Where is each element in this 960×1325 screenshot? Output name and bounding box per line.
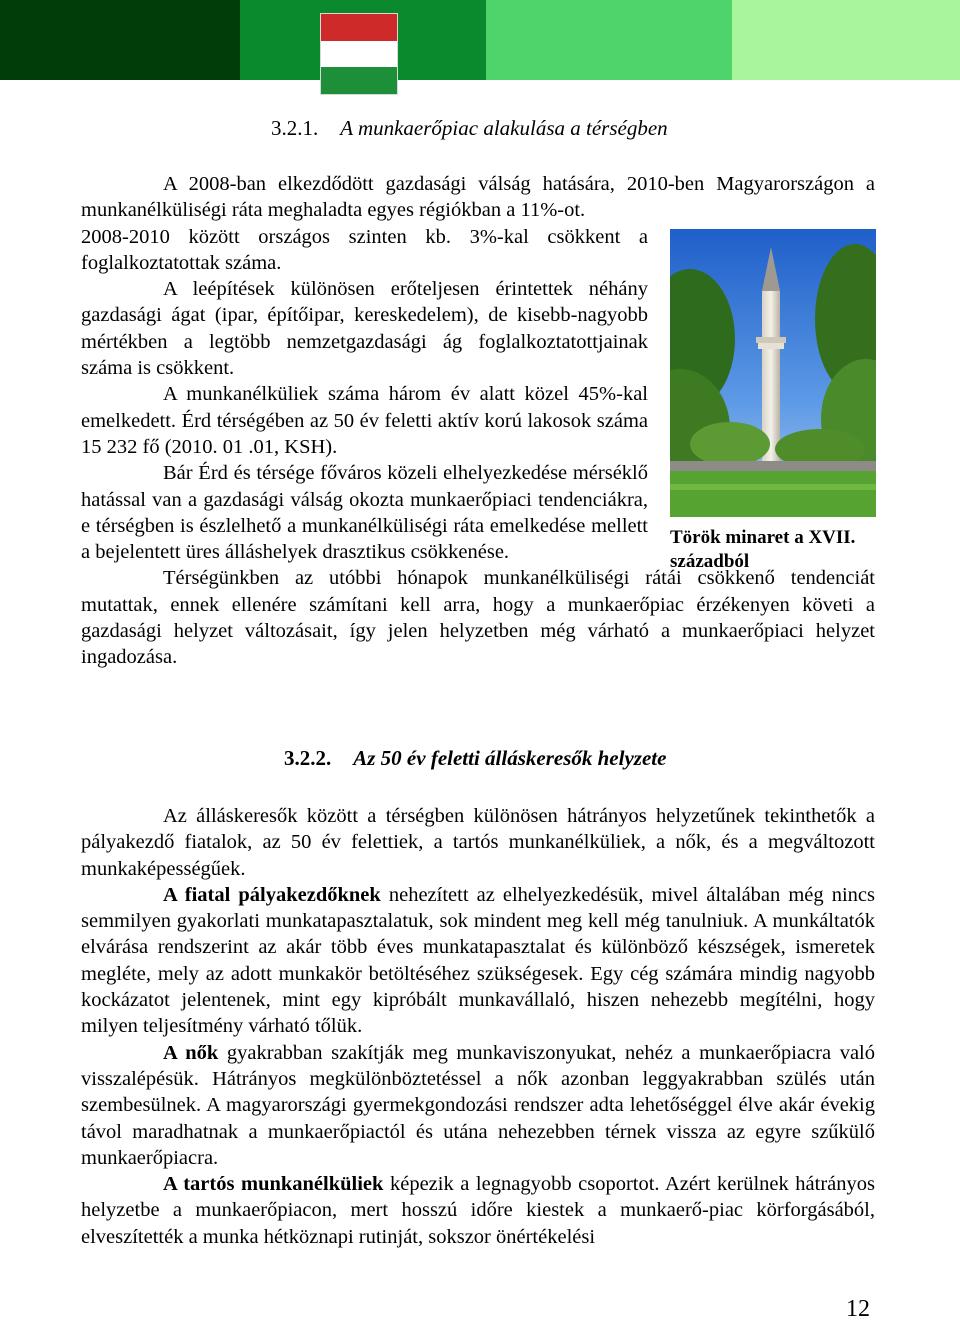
band-segment-dark-green (0, 0, 240, 80)
paragraph-lead: A 2008-ban elkezdődött gazdasági válság hatására, 2010-ben Magyarországon a munkanélküliségi ráta meghaladta egyes régiókban a 11%-ot. (81, 173, 875, 222)
band-segment-green (240, 0, 486, 80)
narrow-column (81, 224, 648, 566)
paragraph-text: képezik a legnagyobb csoportot. Azért kerülnek hátrányos helyzetbe a munkaerőpiacon, mert hosszú időre kiestek a munkaerő-piac körforgásából, elveszítették a munka hétköznapi rutinját, sokszor önértékelési (81, 1173, 876, 1248)
header-color-band (0, 0, 960, 80)
hungarian-flag-icon (321, 14, 397, 94)
section-heading-3-2-2 (284, 746, 666, 771)
section-title: Az 50 év feletti álláskeresők helyzete (353, 746, 667, 770)
section-title: A munkaerőpiac alakulása a térségben (340, 116, 668, 140)
paragraph (81, 882, 875, 1040)
paragraph: Bár Érd és térsége főváros közeli elhelyezkedése mérséklő hatással van a gazdasági válság okozta munkaerőpiaci tendenciákra, e térségben is észlelhető a munkanélküliségi ráta emelkedése mellett a bejelentett üres álláshelyek drasztikus csökkenése. (81, 462, 648, 564)
bold-phrase: A nők (163, 1041, 219, 1064)
bold-phrase: A tartós munkanélküliek (163, 1173, 384, 1196)
paragraph-text: gyakrabban szakítják meg munkaviszonyukat, nehéz a munkaerőpiacra való visszalépésük. Hátrányos megkülönböztetéssel a nők azonban leggyakrabban szülés után szembesülnek. A magyarországi gyermekgondozási rendszer adta lehetőséggel élve akár évekig távol maradhatnak a munkaerőpiactól és utána nehezebben térnek vissza az egyre szűkülő munkaerőpiacra. (81, 1041, 875, 1169)
section-number: 3.2.2. (284, 746, 332, 770)
bold-phrase: A fiatal pályakezdőknek (163, 883, 381, 906)
band-segment-light-green (486, 0, 732, 80)
minaret-illustration (670, 229, 876, 517)
paragraph (81, 1171, 875, 1250)
section-heading-3-2-1 (271, 116, 668, 141)
paragraph-text: nehezített az elhelyezkedésük, mivel általában még nincs semmilyen gyakorlati munkatapasztalatuk, sok mindent meg kell még tanulniuk. A munkáltatók elvárása rendszerint az akár több éves munkatapasztalat és különböző készségek, ismeretek megléte, mely az adott munkakör betöltéséhez szükségesek. Egy cég számára mindig nagyobb kockázatot jelentenek, mint egy kipróbált munkavállaló, hiszen nehezebb megítélni, hogy milyen teljesítmény várható tőlük. (81, 883, 876, 1038)
paragraph: 2008-2010 között országos szinten kb. 3%-kal csökkent a foglalkoztatottak száma. (81, 225, 648, 274)
paragraph: Az álláskeresők között a térségben különösen hátrányos helyzetűnek tekinthetők a pályakezdő fiatalok, az 50 év felettiek, a tartós munkanélküliek, a nők, és a megváltozott munkaképességűek. (81, 805, 875, 880)
paragraph: A munkanélküliek száma három év alatt közel 45%-kal emelkedett. Érd térségében az 50 év feletti aktív korú lakosok száma 15 232 fő (2010. 01 .01, KSH). (81, 383, 648, 458)
page-number: 12 (846, 1296, 870, 1322)
paragraph: A leépítések különösen erőteljesen érintettek néhány gazdasági ágat (ipar, építőipar, kereskedelem), de kisebb-nagyobb mértékben a legtöbb nemzetgazdasági ág foglalkoztatottjainak száma is csökkent. (81, 278, 648, 380)
minaret-photo (670, 229, 876, 517)
section-number: 3.2.1. (271, 116, 319, 140)
paragraph (81, 1040, 875, 1171)
band-segment-pale-green (732, 0, 960, 80)
photo-caption: Török minaret a XVII. századból (670, 527, 856, 572)
section-2-body (81, 803, 875, 1250)
paragraph-closing: Térségünkben az utóbbi hónapok munkanélküliségi rátái csökkenő tendenciát mutattak, ennek ellenére számítani kell arra, hogy a munkaerőpiac érzékenyen követi a gazdasági helyzet változásait, így jelen helyzetben még várható a munkaerőpiaci helyzet ingadozása. (81, 567, 875, 669)
